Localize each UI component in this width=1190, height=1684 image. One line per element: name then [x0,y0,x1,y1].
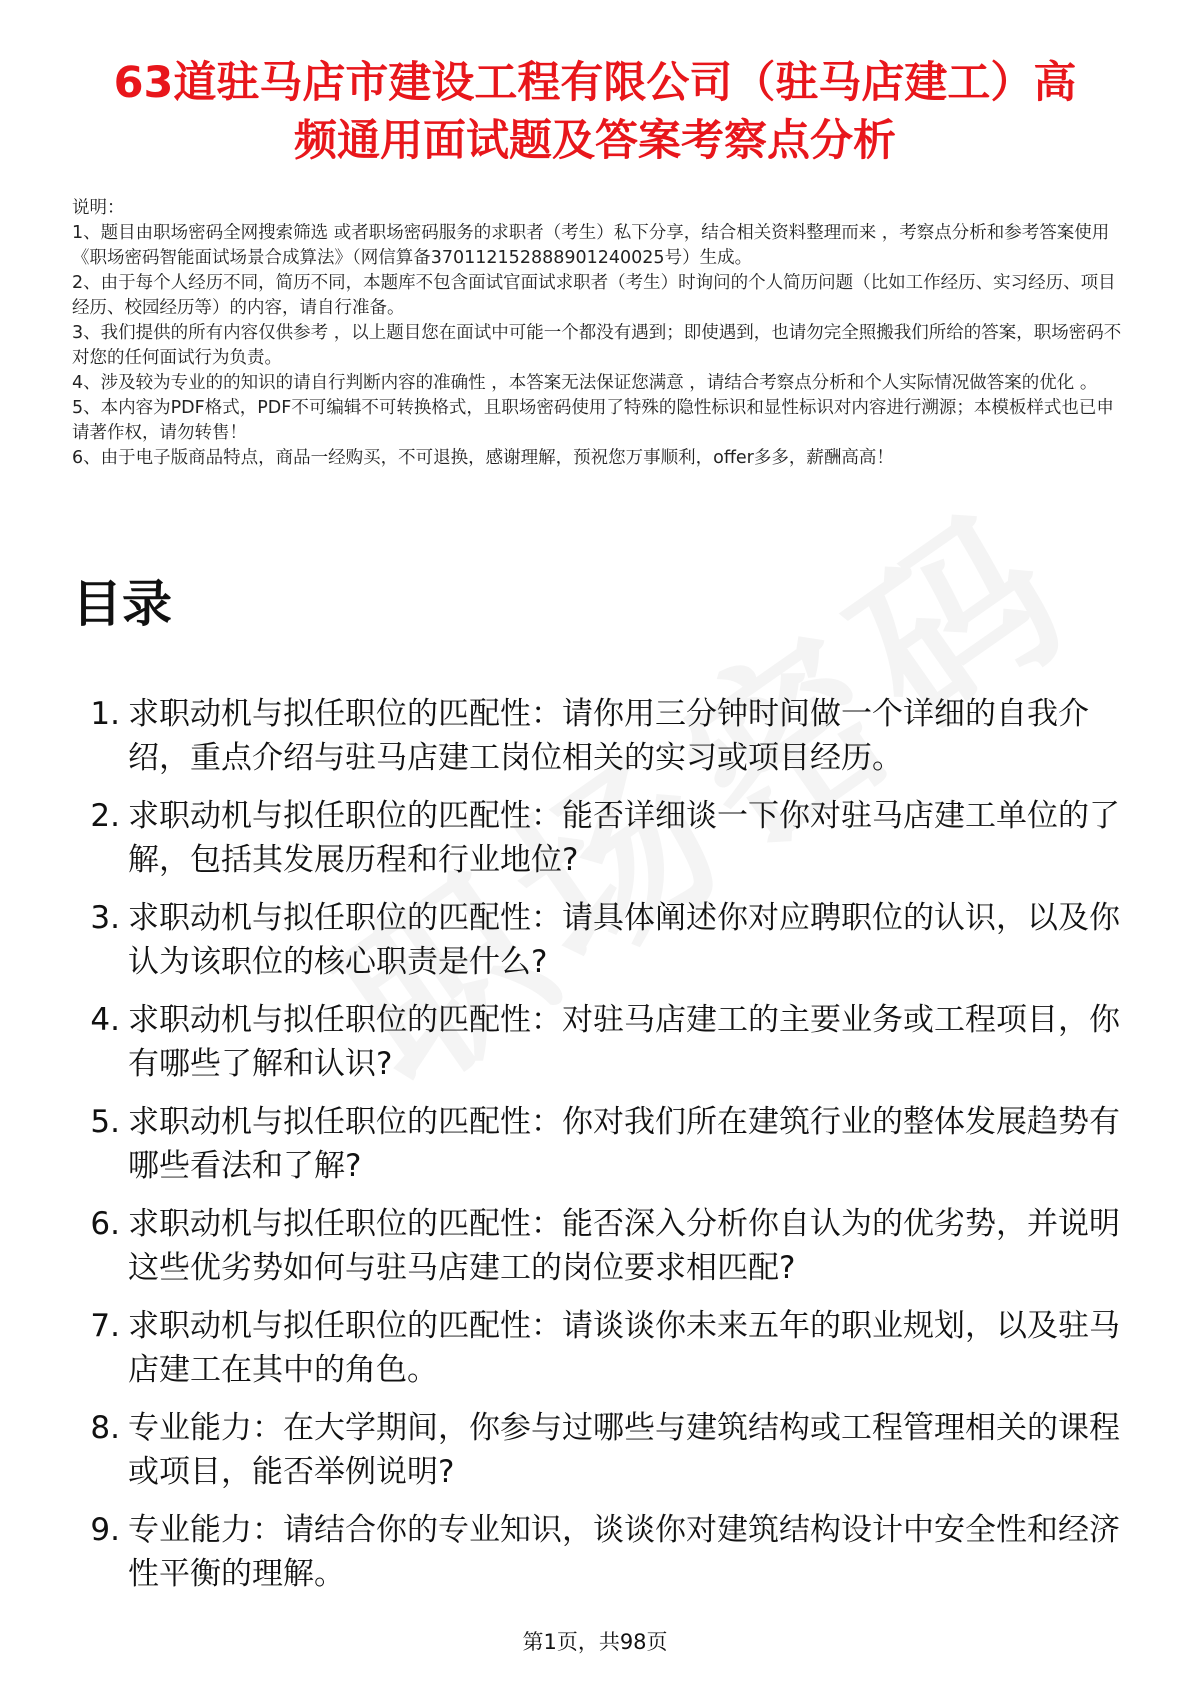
toc-item[interactable] [72,1406,1122,1494]
note-item: 2、由于每个人经历不同，简历不同，本题库不包含面试官面试求职者（考生）时询问的个人简历问题（比如工作经历、实习经历、项目经历、校园经历等）的内容，请自行准备。 [72,273,1116,318]
note-item: 4、涉及较为专业的的知识的请自行判断内容的准确性 ，本答案无法保证您满意 ，请结合考察点分析和个人实际情况做答案的优化 。 [72,373,1098,393]
toc-item[interactable] [72,1508,1122,1596]
note-item: 6、由于电子版商品特点，商品一经购买，不可退换，感谢理解，预祝您万事顺利，offer多多，薪酬高高！ [72,448,894,468]
toc-item-text: 求职动机与拟任职位的匹配性：对驻马店建工的主要业务或工程项目，你有哪些了解和认识? [128,1002,1120,1082]
note-item: 3、我们提供的所有内容仅供参考 ，以上题目您在面试中可能一个都没有遇到；即使遇到，也请勿完全照搬我们所给的答案，职场密码不对您的任何面试行为负责。 [72,323,1122,368]
toc-item-number: 8. [90,1410,120,1446]
note-item: 1、题目由职场密码全网搜索筛选 或者职场密码服务的求职者（考生）私下分享，结合相关资料整理而来 ，考察点分析和参考答案使用《职场密码智能面试场景合成算法》（网信算备370112152888901240025号）生成。 [72,223,1110,268]
toc-item-number: 7. [90,1308,120,1344]
page-number: 第1页，共98页 [522,1630,668,1654]
toc-heading: 目录 [72,575,172,633]
toc-item-text: 求职动机与拟任职位的匹配性：请你用三分钟时间做一个详细的自我介绍，重点介绍与驻马店建工岗位相关的实习或项目经历。 [128,696,1089,776]
toc-item-text: 求职动机与拟任职位的匹配性：能否详细谈一下你对驻马店建工单位的了解，包括其发展历程和行业地位? [128,798,1120,878]
toc-item[interactable] [72,1202,1122,1290]
toc-item-number: 5. [90,1104,120,1140]
toc-item-text: 求职动机与拟任职位的匹配性：请具体阐述你对应聘职位的认识，以及你认为该职位的核心职责是什么? [128,900,1120,980]
toc-item-text: 求职动机与拟任职位的匹配性：你对我们所在建筑行业的整体发展趋势有哪些看法和了解? [128,1104,1120,1184]
note-item: 5、本内容为PDF格式，PDF不可编辑不可转换格式，且职场密码使用了特殊的隐性标识和显性标识对内容进行溯源；本模板样式也已申请著作权，请勿转售！ [72,398,1114,443]
toc-item-number: 4. [90,1002,120,1038]
toc-item[interactable] [72,1100,1122,1188]
toc-item[interactable] [72,896,1122,984]
toc-item-number: 6. [90,1206,120,1242]
toc-item[interactable] [72,692,1122,780]
toc-item-text: 求职动机与拟任职位的匹配性：请谈谈你未来五年的职业规划，以及驻马店建工在其中的角色。 [128,1308,1120,1388]
toc-item-number: 3. [90,900,120,936]
toc-item-number: 1. [90,696,120,732]
notes-section [72,196,1122,471]
toc-item-text: 求职动机与拟任职位的匹配性：能否深入分析你自认为的优劣势，并说明这些优劣势如何与驻马店建工的岗位要求相匹配? [128,1206,1120,1286]
toc-item[interactable] [72,794,1122,882]
toc-item[interactable] [72,998,1122,1086]
toc-item-text: 专业能力：在大学期间，你参与过哪些与建筑结构或工程管理相关的课程或项目，能否举例说明? [128,1410,1120,1490]
toc-list [72,692,1122,1610]
notes-heading: 说明： [72,198,125,218]
toc-item-number: 9. [90,1512,120,1548]
toc-item-number: 2. [90,798,120,834]
toc-item-text: 专业能力：请结合你的专业知识，谈谈你对建筑结构设计中安全性和经济性平衡的理解。 [128,1512,1120,1592]
document-title: 63道驻马店市建设工程有限公司（驻马店建工）高频通用面试题及答案考察点分析 [113,58,1077,166]
toc-item[interactable] [72,1304,1122,1392]
